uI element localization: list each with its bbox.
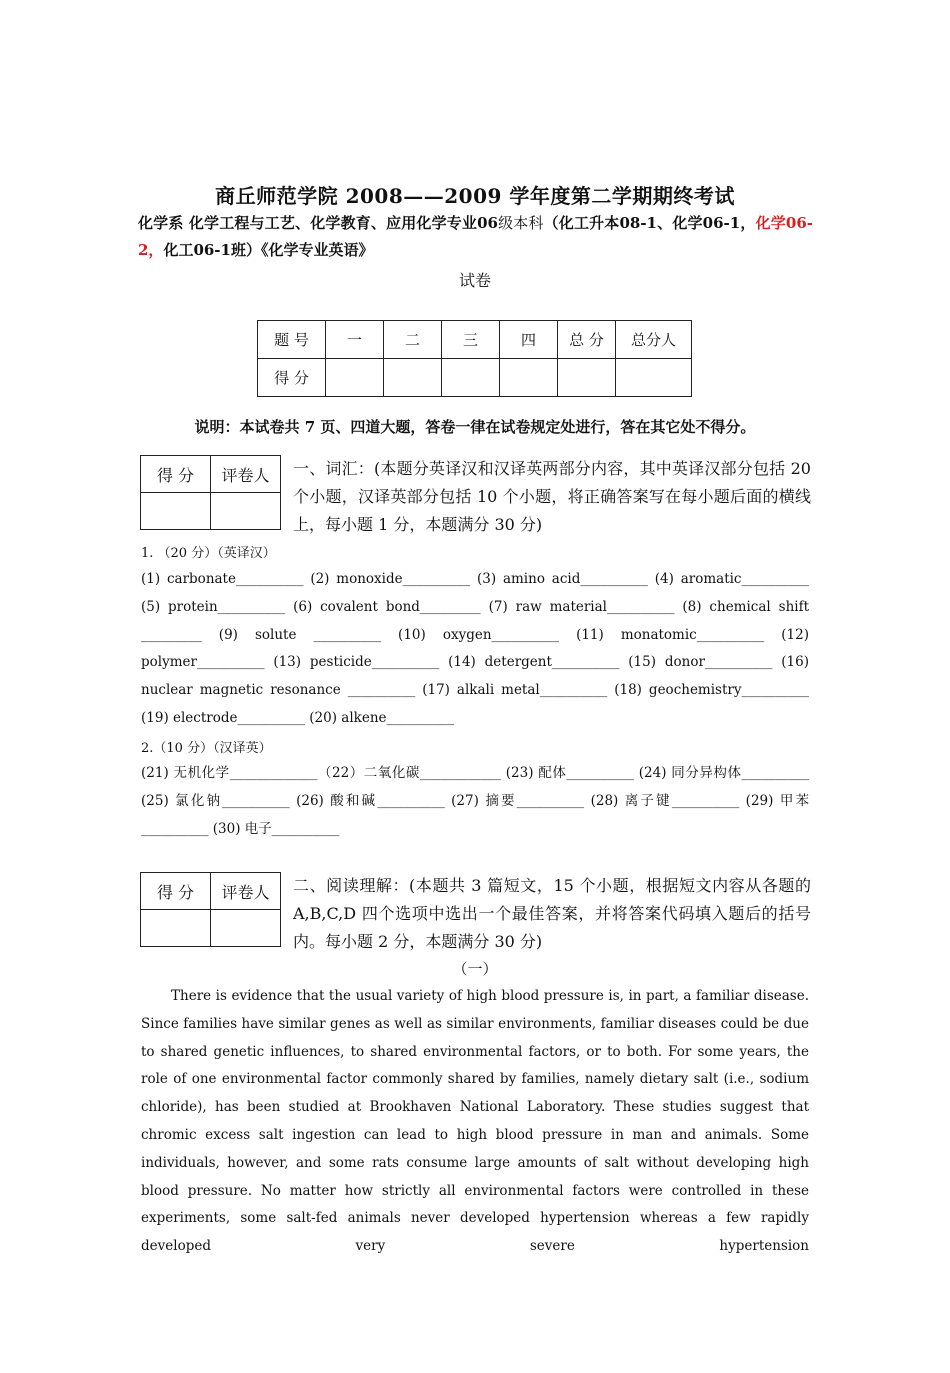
score-cell <box>442 359 500 397</box>
score-table-header-row <box>258 321 692 359</box>
section2-grader-box <box>140 872 281 947</box>
section1-heading: 一、词汇：(本题分英译汉和汉译英两部分内容，其中英译汉部分包括 20 个小题，汉译英部分包括 10 个小题，将正确答案写在每小题后面的横线上，每小题 1 分，本题满分 30 分) <box>293 459 811 534</box>
part1-vocabulary: (1) carbonate__________ (2) monoxide__________ (3) amino acid__________ (4) aromatic__________ (5) protein__________ (6) covalent bond_________ (7) raw material__________ (8) chemical shift _________ (9) solute __________ (10) oxygen__________ (11) monatomic__________ (12) polymer__________ (13) pesticide__________ (14) detergent__________ (15) donor__________ (16) nuclear magnetic resonance __________ (17) alkali metal__________ (18) geochemistry__________ (19) electrode__________ (20) alkene__________ <box>141 571 809 726</box>
section1-grader-box <box>140 455 281 530</box>
part2-vocabulary: (21) 无机化学_____________（22）二氧化碳____________ (23) 配体__________ (24) 同分异构体__________ (25) 氯化钠__________ (26) 酸和碱__________ (27) 摘要__________ (28) 离子键__________ (29) 甲苯__________ (30) 电子__________ <box>141 765 809 837</box>
grader-name-cell <box>211 910 281 947</box>
score-cell <box>558 359 616 397</box>
passage-number: （一） <box>452 960 498 978</box>
score-col-3: 三 <box>442 321 500 359</box>
exam-title: 商丘师范学院 2008——2009 学年度第二学期期终考试 <box>215 184 735 208</box>
score-col-4: 四 <box>500 321 558 359</box>
score-table-score-row <box>258 359 692 397</box>
score-table <box>257 320 692 397</box>
part1-label: 1. （20 分）（英译汉） <box>141 546 276 561</box>
reading-passage: There is evidence that the usual variety of high blood pressure is, in part, a familiar disease. Since families have similar genes as well as similar environments, familiar diseases could be due to shared genetic influences, to shared environmental factors, or to both. For some years, the role of one environmental factor commonly shared by families, namely dietary salt (i.e., sodium chloride), has been studied at Brookhaven National Laboratory. These studies suggest that chromic excess salt ingestion can lead to high blood pressure in man and animals. Some individuals, however, and some rats consume large amounts of salt without developing high blood pressure. No matter how strictly all environmental factors were controlled in these experiments, some salt-fed animals never developed hypertension whereas a few rapidly developed very severe hypertension <box>141 988 809 1255</box>
score-col-label: 题 号 <box>258 321 326 359</box>
part2-label: 2.（10 分）（汉译英） <box>141 741 272 756</box>
subtitle-class-highlight: 化学06-2， <box>138 214 813 259</box>
score-row-label: 得 分 <box>258 359 326 397</box>
score-col-2: 二 <box>384 321 442 359</box>
score-col-total: 总 分 <box>558 321 616 359</box>
section2-heading: 二、阅读理解：(本题共 3 篇短文，15 个小题，根据短文内容从各题的 A,B,C,D 四个选项中选出一个最佳答案，并将答案代码填入题后的括号内。每小题 2 分，本题满分 30 分) <box>293 876 811 951</box>
grader-score-label: 得 分 <box>141 456 211 493</box>
subtitle-course: 化工06-1班）《化学专业英语》 <box>163 241 374 259</box>
score-col-1: 一 <box>326 321 384 359</box>
score-cell <box>500 359 558 397</box>
subtitle-level: 级本科 <box>497 214 544 232</box>
exam-instructions: 说明：本试卷共 7 页、四道大题，答卷一律在试卷规定处进行，答在其它处不得分。 <box>194 418 756 436</box>
score-cell <box>384 359 442 397</box>
grader-score-cell <box>141 493 211 530</box>
grader-name-cell <box>211 493 281 530</box>
subtitle-classes: （化工升本08-1、化学06-1， <box>543 214 756 232</box>
subtitle-department: 化学系 化学工程与工艺、化学教育、应用化学专业06 <box>138 214 498 232</box>
score-cell <box>326 359 384 397</box>
score-col-scorer: 总分人 <box>616 321 692 359</box>
grader-name-label: 评卷人 <box>211 456 281 493</box>
grader-score-cell <box>141 910 211 947</box>
grader-score-label: 得 分 <box>141 873 211 910</box>
exam-subtitle <box>138 210 813 264</box>
score-cell <box>616 359 692 397</box>
paper-label: 试卷 <box>458 271 491 290</box>
grader-name-label: 评卷人 <box>211 873 281 910</box>
